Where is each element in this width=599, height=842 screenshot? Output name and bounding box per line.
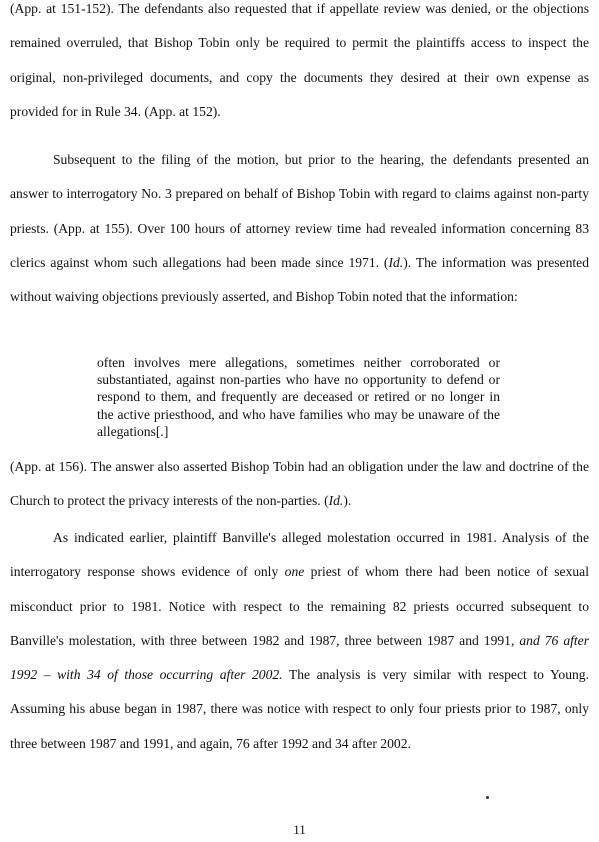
italic-text-segment: one	[284, 564, 305, 580]
italic-text-segment: Id.	[328, 493, 344, 509]
text-segment: often involves mere allegations, sometimes neither corroborated or substantiated, against non-parties who have no opportunity to defend or respond to them, and frequently are deceased or retired or no longer in the active priesthood, and who have families who may be unaware of the allegations[.]	[97, 355, 500, 439]
paragraph-privacy-obligation	[10, 450, 589, 519]
text-segment: priest of whom there had been notice of sexual misconduct prior to 1981. Notice with respect to the remaining 82 priests occurred subsequent to Banville's molestation, with three between 1982 and 1987, three between 1987 and 1991,	[10, 564, 589, 648]
scan-artifact-dot	[486, 796, 489, 799]
italic-text-segment: and 76 after 1992 – with 34 of those occurring after 2002.	[10, 632, 589, 683]
text-segment: The analysis is very similar with respect to Young. Assuming his abuse began in 1987, there was notice with respect to only four priests prior to 1987, only three between 1987 and 1991, and again, 76 after 1992 and 34 after 2002.	[10, 667, 589, 751]
paragraph-interrogatory-answer	[10, 143, 589, 314]
text-segment: As indicated earlier, plaintiff Banville's alleged molestation occurred in 1981. Analysis of the interrogatory response shows evidence of only	[10, 530, 589, 580]
text-segment: Subsequent to the filing of the motion, but prior to the hearing, the defendants presented an answer to interrogatory No. 3 prepared on behalf of Bishop Tobin with regard to claims against non-party priests. (App. at 155). Over 100 hours of attorney review time had revealed information concerning 83 clerics against whom such allegations had been made since 1971. (	[10, 152, 589, 270]
text-segment: (App. at 151-152). The defendants also requested that if appellate review was denied, or the objections remained overruled, that Bishop Tobin only be required to permit the plaintiffs access to inspect the original, non-privileged documents, and copy the documents they desired at their own expense as provided for in Rule 34. (App. at 152).	[10, 1, 589, 119]
italic-text-segment: Id.	[388, 254, 404, 270]
text-segment: (App. at 156). The answer also asserted Bishop Tobin had an obligation under the law and doctrine of the Church to protect the privacy interests of the non-parties. (	[10, 459, 589, 509]
paragraph-analysis	[10, 521, 589, 761]
text-segment: ).	[343, 493, 352, 509]
page-number: 11	[293, 822, 306, 837]
text-segment: ). The information was presented without waiving objections previously asserted, and Bishop Tobin noted that the information:	[10, 254, 589, 305]
block-quote	[97, 354, 500, 440]
paragraph-continuation	[10, 0, 589, 129]
